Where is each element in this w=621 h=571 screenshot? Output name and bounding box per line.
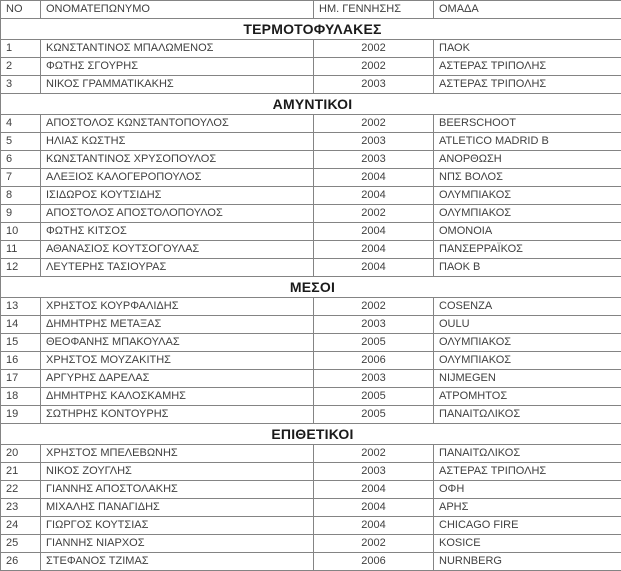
- cell-team: ΟΦΗ: [434, 481, 621, 499]
- cell-team: ΠΑΝΣΕΡΡΑΪΚΟΣ: [434, 241, 621, 259]
- cell-no: 11: [1, 241, 41, 259]
- player-row: [1, 298, 621, 316]
- cell-team: ΟΛΥΜΠΙΑΚΟΣ: [434, 334, 621, 352]
- player-row: [1, 334, 621, 352]
- cell-birth-year: 2006: [314, 352, 434, 370]
- cell-name: ΦΩΤΗΣ ΚΙΤΣΟΣ: [41, 223, 314, 241]
- cell-name: ΝΙΚΟΣ ΓΡΑΜΜΑΤΙΚΑΚΗΣ: [41, 76, 314, 94]
- cell-no: 19: [1, 406, 41, 424]
- cell-team: CHICAGO FIRE: [434, 517, 621, 535]
- players-table-body: [1, 1, 621, 571]
- cell-no: 15: [1, 334, 41, 352]
- cell-no: 17: [1, 370, 41, 388]
- cell-name: ΓΙΩΡΓΟΣ ΚΟΥΤΣΙΑΣ: [41, 517, 314, 535]
- cell-no: 7: [1, 169, 41, 187]
- section-title-defenders: ΑΜΥΝΤΙΚΟΙ: [1, 94, 621, 115]
- cell-no: 21: [1, 463, 41, 481]
- cell-team: ΑΡΗΣ: [434, 499, 621, 517]
- cell-name: ΛΕΥΤΕΡΗΣ ΤΑΣΙΟΥΡΑΣ: [41, 259, 314, 277]
- cell-birth-year: 2002: [314, 298, 434, 316]
- cell-no: 20: [1, 445, 41, 463]
- cell-team: ΝΠΣ ΒΟΛΟΣ: [434, 169, 621, 187]
- cell-no: 8: [1, 187, 41, 205]
- cell-name: ΚΩΝΣΤΑΝΤΙΝΟΣ ΧΡΥΣΟΠΟΥΛΟΣ: [41, 151, 314, 169]
- cell-name: ΓΙΑΝΝΗΣ ΑΠΟΣΤΟΛΑΚΗΣ: [41, 481, 314, 499]
- player-row: [1, 517, 621, 535]
- section-row-defenders: [1, 94, 621, 115]
- player-row: [1, 76, 621, 94]
- cell-name: ΜΙΧΑΛΗΣ ΠΑΝΑΓΙΔΗΣ: [41, 499, 314, 517]
- cell-name: ΓΙΑΝΝΗΣ ΝΙΑΡΧΟΣ: [41, 535, 314, 553]
- cell-birth-year: 2002: [314, 205, 434, 223]
- cell-team: ΑΤΡΟΜΗΤΟΣ: [434, 388, 621, 406]
- cell-team: ΟΛΥΜΠΙΑΚΟΣ: [434, 352, 621, 370]
- cell-no: 12: [1, 259, 41, 277]
- cell-birth-year: 2002: [314, 58, 434, 76]
- cell-birth-year: 2005: [314, 334, 434, 352]
- player-row: [1, 205, 621, 223]
- cell-birth-year: 2005: [314, 388, 434, 406]
- cell-name: ΔΗΜΗΤΡΗΣ ΚΑΛΟΣΚΑΜΗΣ: [41, 388, 314, 406]
- cell-name: ΚΩΝΣΤΑΝΤΙΝΟΣ ΜΠΑΛΩΜΕΝΟΣ: [41, 40, 314, 58]
- cell-name: ΑΡΓΥΡΗΣ ΔΑΡΕΛΑΣ: [41, 370, 314, 388]
- cell-birth-year: 2004: [314, 241, 434, 259]
- cell-team: ΠΑΟΚ: [434, 40, 621, 58]
- cell-name: ΑΠΟΣΤΟΛΟΣ ΑΠΟΣΤΟΛΟΠΟΥΛΟΣ: [41, 205, 314, 223]
- cell-name: ΑΛΕΞΙΟΣ ΚΑΛΟΓΕΡΟΠΟΥΛΟΣ: [41, 169, 314, 187]
- player-row: [1, 40, 621, 58]
- cell-name: ΔΗΜΗΤΡΗΣ ΜΕΤΑΞΑΣ: [41, 316, 314, 334]
- col-header-team: ΟΜΑΔΑ: [434, 1, 621, 19]
- cell-birth-year: 2002: [314, 40, 434, 58]
- cell-team: BEERSCHOOT: [434, 115, 621, 133]
- player-row: [1, 187, 621, 205]
- player-row: [1, 481, 621, 499]
- cell-birth-year: 2003: [314, 370, 434, 388]
- cell-birth-year: 2005: [314, 406, 434, 424]
- player-row: [1, 151, 621, 169]
- cell-team: ΑΣΤΕΡΑΣ ΤΡΙΠΟΛΗΣ: [434, 463, 621, 481]
- player-row: [1, 352, 621, 370]
- cell-team: ΟΜΟΝΟΙΑ: [434, 223, 621, 241]
- cell-name: ΙΣΙΔΩΡΟΣ ΚΟΥΤΣΙΔΗΣ: [41, 187, 314, 205]
- cell-team: ΑΣΤΕΡΑΣ ΤΡΙΠΟΛΗΣ: [434, 76, 621, 94]
- section-title-forwards: ΕΠΙΘΕΤΙΚΟΙ: [1, 424, 621, 445]
- cell-team: ΠΑΝΑΙΤΩΛΙΚΟΣ: [434, 445, 621, 463]
- cell-birth-year: 2003: [314, 76, 434, 94]
- cell-name: ΣΤΕΦΑΝΟΣ ΤΖΙΜΑΣ: [41, 553, 314, 571]
- cell-team: ΟΛΥΜΠΙΑΚΟΣ: [434, 205, 621, 223]
- cell-no: 6: [1, 151, 41, 169]
- section-row-forwards: [1, 424, 621, 445]
- cell-team: COSENZA: [434, 298, 621, 316]
- player-row: [1, 316, 621, 334]
- cell-no: 22: [1, 481, 41, 499]
- cell-birth-year: 2004: [314, 223, 434, 241]
- cell-name: ΑΘΑΝΑΣΙΟΣ ΚΟΥΤΣΟΓΟΥΛΑΣ: [41, 241, 314, 259]
- col-header-name: ΟΝΟΜΑΤΕΠΩΝΥΜΟ: [41, 1, 314, 19]
- player-row: [1, 445, 621, 463]
- player-row: [1, 259, 621, 277]
- cell-no: 9: [1, 205, 41, 223]
- cell-no: 5: [1, 133, 41, 151]
- cell-no: 24: [1, 517, 41, 535]
- cell-no: 14: [1, 316, 41, 334]
- cell-birth-year: 2003: [314, 316, 434, 334]
- cell-team: NIJMEGEN: [434, 370, 621, 388]
- cell-no: 18: [1, 388, 41, 406]
- player-row: [1, 241, 621, 259]
- cell-name: ΧΡΗΣΤΟΣ ΜΠΕΛΕΒΩΝΗΣ: [41, 445, 314, 463]
- cell-no: 1: [1, 40, 41, 58]
- cell-no: 4: [1, 115, 41, 133]
- cell-team: ΠΑΟΚ Β: [434, 259, 621, 277]
- cell-team: ATLETICO MADRID B: [434, 133, 621, 151]
- cell-birth-year: 2004: [314, 187, 434, 205]
- cell-birth-year: 2004: [314, 499, 434, 517]
- player-row: [1, 169, 621, 187]
- cell-team: OULU: [434, 316, 621, 334]
- cell-no: 2: [1, 58, 41, 76]
- section-title-goalkeepers: ΤΕΡΜΟΤΟΦΥΛΑΚΕΣ: [1, 19, 621, 40]
- cell-team: ΑΝΟΡΘΩΣΗ: [434, 151, 621, 169]
- cell-birth-year: 2002: [314, 115, 434, 133]
- cell-team: KOSICE: [434, 535, 621, 553]
- cell-name: ΗΛΙΑΣ ΚΩΣΤΗΣ: [41, 133, 314, 151]
- section-title-midfielders: ΜΕΣΟΙ: [1, 277, 621, 298]
- cell-birth-year: 2003: [314, 133, 434, 151]
- player-row: [1, 388, 621, 406]
- col-header-birth: ΗΜ. ΓΕΝΝΗΣΗΣ: [314, 1, 434, 19]
- player-row: [1, 58, 621, 76]
- cell-name: ΘΕΟΦΑΝΗΣ ΜΠΑΚΟΥΛΑΣ: [41, 334, 314, 352]
- col-header-no: NO: [1, 1, 41, 19]
- player-row: [1, 499, 621, 517]
- cell-birth-year: 2002: [314, 535, 434, 553]
- cell-birth-year: 2004: [314, 517, 434, 535]
- section-row-goalkeepers: [1, 19, 621, 40]
- table-header-row: [1, 1, 621, 19]
- cell-team: ΠΑΝΑΙΤΩΛΙΚΟΣ: [434, 406, 621, 424]
- cell-team: ΑΣΤΕΡΑΣ ΤΡΙΠΟΛΗΣ: [434, 58, 621, 76]
- cell-team: NURNBERG: [434, 553, 621, 571]
- section-row-midfielders: [1, 277, 621, 298]
- player-row: [1, 463, 621, 481]
- player-row: [1, 406, 621, 424]
- player-row: [1, 223, 621, 241]
- cell-birth-year: 2003: [314, 151, 434, 169]
- cell-name: ΑΠΟΣΤΟΛΟΣ ΚΩΝΣΤΑΝΤΟΠΟΥΛΟΣ: [41, 115, 314, 133]
- cell-name: ΧΡΗΣΤΟΣ ΜΟΥΖΑΚΙΤΗΣ: [41, 352, 314, 370]
- cell-no: 26: [1, 553, 41, 571]
- cell-name: ΣΩΤΗΡΗΣ ΚΟΝΤΟΥΡΗΣ: [41, 406, 314, 424]
- cell-birth-year: 2006: [314, 553, 434, 571]
- cell-team: ΟΛΥΜΠΙΑΚΟΣ: [434, 187, 621, 205]
- cell-birth-year: 2004: [314, 169, 434, 187]
- cell-birth-year: 2004: [314, 259, 434, 277]
- cell-no: 16: [1, 352, 41, 370]
- cell-name: ΦΩΤΗΣ ΣΓΟΥΡΗΣ: [41, 58, 314, 76]
- player-row: [1, 370, 621, 388]
- cell-no: 25: [1, 535, 41, 553]
- cell-no: 23: [1, 499, 41, 517]
- cell-no: 13: [1, 298, 41, 316]
- cell-birth-year: 2003: [314, 463, 434, 481]
- cell-birth-year: 2004: [314, 481, 434, 499]
- player-row: [1, 535, 621, 553]
- cell-no: 3: [1, 76, 41, 94]
- player-row: [1, 115, 621, 133]
- player-row: [1, 553, 621, 571]
- cell-no: 10: [1, 223, 41, 241]
- player-row: [1, 133, 621, 151]
- cell-birth-year: 2002: [314, 445, 434, 463]
- cell-name: ΧΡΗΣΤΟΣ ΚΟΥΡΦΑΛΙΔΗΣ: [41, 298, 314, 316]
- cell-name: ΝΙΚΟΣ ΖΟΥΓΛΗΣ: [41, 463, 314, 481]
